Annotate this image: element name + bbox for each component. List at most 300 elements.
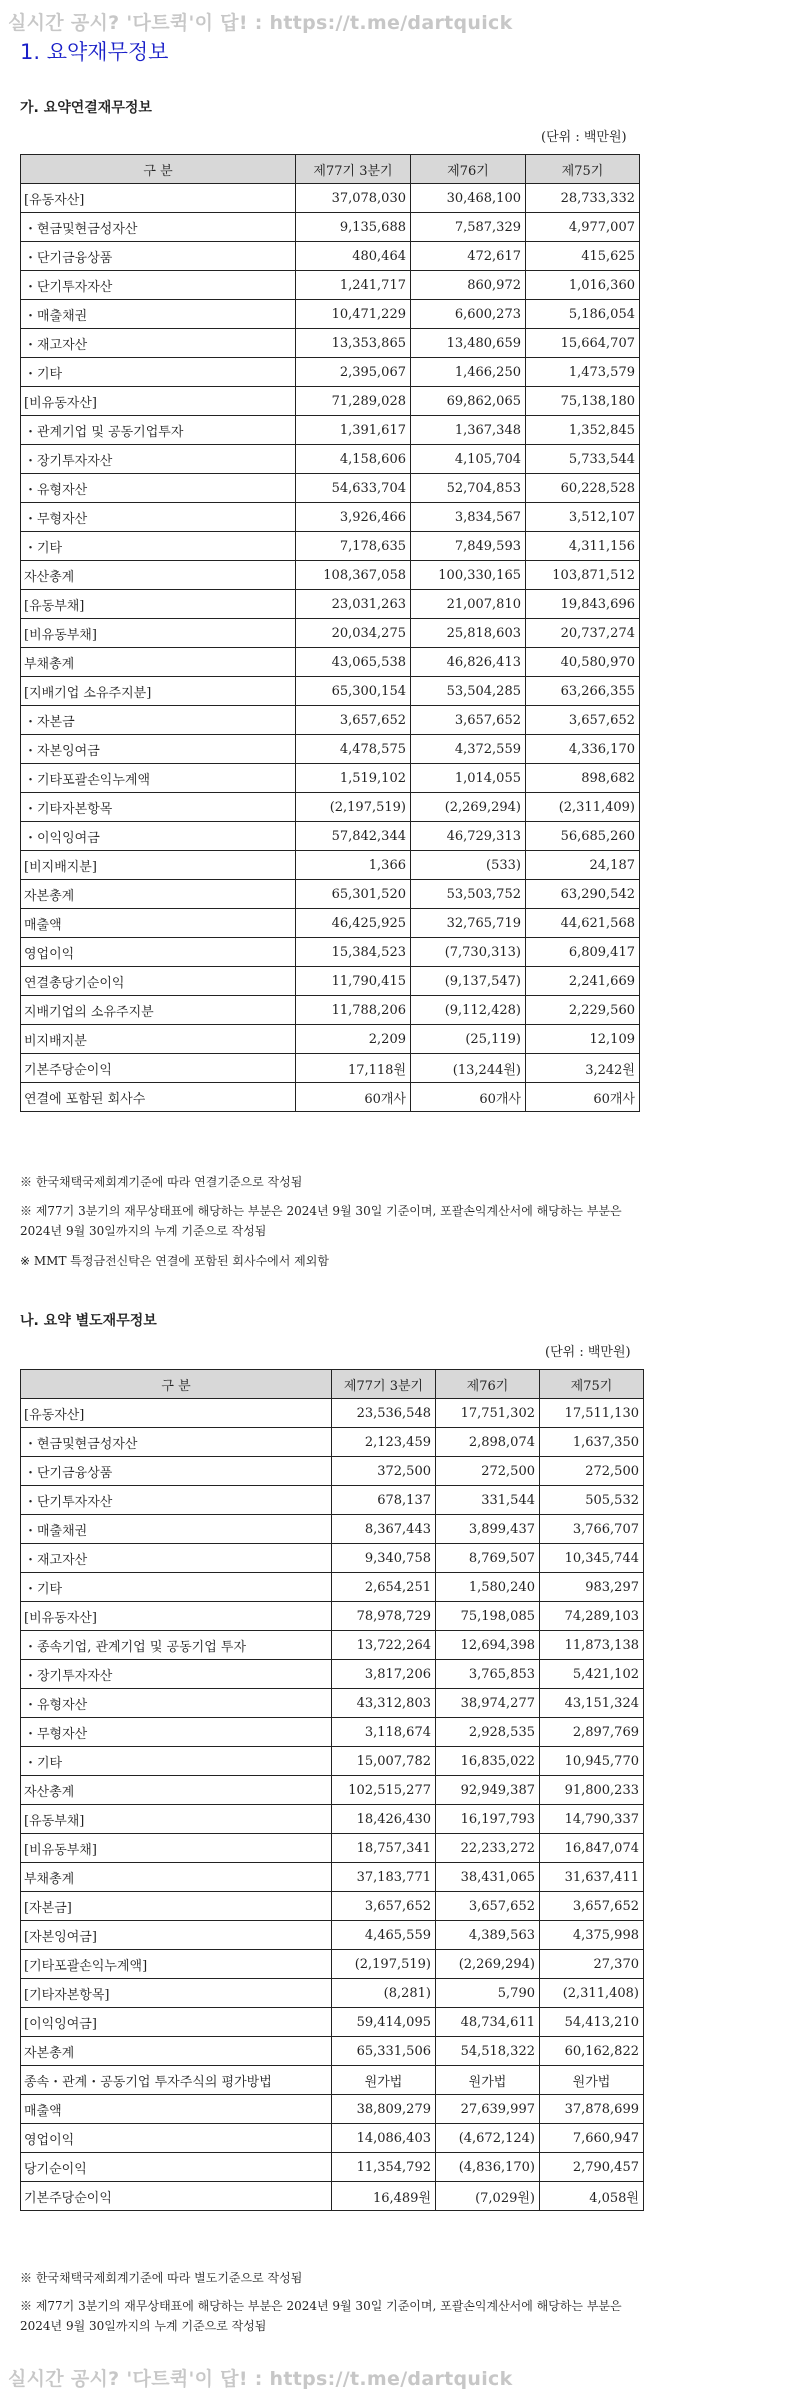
row-label: 부채총계: [21, 1863, 332, 1892]
cell-value: (13,244원): [411, 1054, 526, 1083]
row-label: ・매출채권: [21, 300, 296, 329]
cell-value: 10,945,770: [540, 1747, 644, 1776]
cell-value: 480,464: [296, 242, 411, 271]
cell-value: 3,657,652: [296, 706, 411, 735]
cell-value: 30,468,100: [411, 184, 526, 213]
cell-value: 4,465,559: [332, 1921, 436, 1950]
table-row: [21, 1660, 644, 1689]
row-label: [기타포괄손익누계액]: [21, 1950, 332, 1979]
row-label: [비유동부채]: [21, 619, 296, 648]
cell-value: 102,515,277: [332, 1776, 436, 1805]
row-label: ・단기투자자산: [21, 1486, 332, 1515]
cell-value: 3,118,674: [332, 1718, 436, 1747]
row-label: [자본잉여금]: [21, 1921, 332, 1950]
cell-value: 60,228,528: [526, 474, 640, 503]
row-label: ・기타포괄손익누계액: [21, 764, 296, 793]
cell-value: 1,473,579: [526, 358, 640, 387]
cell-value: 11,354,792: [332, 2153, 436, 2182]
table-row: [21, 1921, 644, 1950]
table-row: [21, 619, 640, 648]
row-label: 자본총계: [21, 2037, 332, 2066]
cell-value: (533): [411, 851, 526, 880]
cell-value: 3,657,652: [540, 1892, 644, 1921]
table-row: [21, 1573, 644, 1602]
cell-value: 원가법: [332, 2066, 436, 2095]
cell-value: 38,431,065: [436, 1863, 540, 1892]
cell-value: 54,413,210: [540, 2008, 644, 2037]
cell-value: 13,480,659: [411, 329, 526, 358]
table-row: [21, 1950, 644, 1979]
cell-value: 505,532: [540, 1486, 644, 1515]
table-row: [21, 271, 640, 300]
table-row: [21, 735, 640, 764]
cell-value: 12,694,398: [436, 1631, 540, 1660]
row-label: ・단기금융상품: [21, 242, 296, 271]
row-label: 지배기업의 소유주지분: [21, 996, 296, 1025]
row-label: 비지배지분: [21, 1025, 296, 1054]
cell-value: 15,664,707: [526, 329, 640, 358]
cell-value: 3,817,206: [332, 1660, 436, 1689]
cell-value: 14,086,403: [332, 2124, 436, 2153]
cell-value: 60개사: [296, 1083, 411, 1112]
row-label: ・종속기업, 관계기업 및 공동기업 투자: [21, 1631, 332, 1660]
cell-value: 1,519,102: [296, 764, 411, 793]
cell-value: 46,826,413: [411, 648, 526, 677]
table-row: [21, 329, 640, 358]
table-row: [21, 2124, 644, 2153]
row-label: ・무형자산: [21, 503, 296, 532]
table-row: [21, 2066, 644, 2095]
cell-value: (2,269,294): [436, 1950, 540, 1979]
row-label: 종속・관계・공동기업 투자주식의 평가방법: [21, 2066, 332, 2095]
cell-value: 2,928,535: [436, 1718, 540, 1747]
row-label: ・기타: [21, 1747, 332, 1776]
table-row: [21, 184, 640, 213]
row-label: ・유형자산: [21, 1689, 332, 1718]
cell-value: 1,241,717: [296, 271, 411, 300]
cell-value: 3,765,853: [436, 1660, 540, 1689]
table-row: [21, 1747, 644, 1776]
cell-value: 860,972: [411, 271, 526, 300]
cell-value: 13,722,264: [332, 1631, 436, 1660]
table-row: [21, 967, 640, 996]
column-header: 제76기: [436, 1370, 540, 1399]
table-row: [21, 416, 640, 445]
row-label: ・현금및현금성자산: [21, 213, 296, 242]
cell-value: 272,500: [436, 1457, 540, 1486]
cell-value: 100,330,165: [411, 561, 526, 590]
cell-value: 18,426,430: [332, 1805, 436, 1834]
table-row: [21, 822, 640, 851]
cell-value: 74,289,103: [540, 1602, 644, 1631]
cell-value: 52,704,853: [411, 474, 526, 503]
cell-value: 3,657,652: [332, 1892, 436, 1921]
row-label: [비지배지분]: [21, 851, 296, 880]
cell-value: 56,685,260: [526, 822, 640, 851]
separate-unit: (단위 : 백만원): [545, 1345, 631, 1360]
row-label: 부채총계: [21, 648, 296, 677]
cell-value: (8,281): [332, 1979, 436, 2008]
table-row: [21, 1602, 644, 1631]
cell-value: 1,366: [296, 851, 411, 880]
table-row: [21, 1805, 644, 1834]
cell-value: 12,109: [526, 1025, 640, 1054]
cell-value: 25,818,603: [411, 619, 526, 648]
cell-value: 27,639,997: [436, 2095, 540, 2124]
row-label: 자본총계: [21, 880, 296, 909]
row-label: [유동부채]: [21, 1805, 332, 1834]
cell-value: 3,834,567: [411, 503, 526, 532]
cell-value: 16,489원: [332, 2182, 436, 2211]
cell-value: 2,898,074: [436, 1428, 540, 1457]
row-label: 영업이익: [21, 2124, 332, 2153]
cell-value: 71,289,028: [296, 387, 411, 416]
row-label: 영업이익: [21, 938, 296, 967]
consolidated-note-3: ※ MMT 특정금전신탁은 연결에 포함된 회사수에서 제외함: [20, 1254, 329, 1268]
cell-value: 4,105,704: [411, 445, 526, 474]
table-row: [21, 851, 640, 880]
table-row: [21, 1457, 644, 1486]
separate-table: [20, 1369, 644, 2211]
cell-value: 7,178,635: [296, 532, 411, 561]
consolidated-section-title: 가. 요약연결재무정보: [20, 100, 152, 116]
cell-value: 44,621,568: [526, 909, 640, 938]
row-label: 자산총계: [21, 1776, 332, 1805]
cell-value: 1,466,250: [411, 358, 526, 387]
cell-value: 5,421,102: [540, 1660, 644, 1689]
cell-value: 11,873,138: [540, 1631, 644, 1660]
table-row: [21, 590, 640, 619]
cell-value: 16,835,022: [436, 1747, 540, 1776]
table-row: [21, 300, 640, 329]
row-label: ・매출채권: [21, 1515, 332, 1544]
table-row: [21, 938, 640, 967]
row-label: ・이익잉여금: [21, 822, 296, 851]
cell-value: 14,790,337: [540, 1805, 644, 1834]
row-label: ・재고자산: [21, 1544, 332, 1573]
table-row: [21, 1892, 644, 1921]
cell-value: 28,733,332: [526, 184, 640, 213]
cell-value: 16,847,074: [540, 1834, 644, 1863]
row-label: ・관계기업 및 공동기업투자: [21, 416, 296, 445]
cell-value: 37,183,771: [332, 1863, 436, 1892]
table-row: [21, 648, 640, 677]
cell-value: 3,657,652: [436, 1892, 540, 1921]
cell-value: 3,899,437: [436, 1515, 540, 1544]
cell-value: 898,682: [526, 764, 640, 793]
table-row: [21, 2008, 644, 2037]
table-row: [21, 561, 640, 590]
cell-value: 4,311,156: [526, 532, 640, 561]
row-label: ・자본금: [21, 706, 296, 735]
cell-value: 4,372,559: [411, 735, 526, 764]
table-row: [21, 2095, 644, 2124]
table-row: [21, 1979, 644, 2008]
cell-value: 54,633,704: [296, 474, 411, 503]
cell-value: 2,654,251: [332, 1573, 436, 1602]
cell-value: 43,065,538: [296, 648, 411, 677]
row-label: [비유동자산]: [21, 387, 296, 416]
cell-value: 2,123,459: [332, 1428, 436, 1457]
consolidated-table: [20, 154, 640, 1112]
table-row: [21, 1689, 644, 1718]
cell-value: 23,031,263: [296, 590, 411, 619]
cell-value: 38,809,279: [332, 2095, 436, 2124]
cell-value: 20,034,275: [296, 619, 411, 648]
cell-value: 7,587,329: [411, 213, 526, 242]
table-row: [21, 1631, 644, 1660]
cell-value: 4,478,575: [296, 735, 411, 764]
table-row: [21, 2182, 644, 2211]
row-label: [비유동부채]: [21, 1834, 332, 1863]
cell-value: 37,078,030: [296, 184, 411, 213]
table-header-row: [21, 1370, 644, 1399]
cell-value: 60,162,822: [540, 2037, 644, 2066]
cell-value: 1,352,845: [526, 416, 640, 445]
cell-value: 5,186,054: [526, 300, 640, 329]
cell-value: 57,842,344: [296, 822, 411, 851]
cell-value: 원가법: [436, 2066, 540, 2095]
cell-value: 92,949,387: [436, 1776, 540, 1805]
table-row: [21, 1515, 644, 1544]
row-label: [지배기업 소유주지분]: [21, 677, 296, 706]
cell-value: 1,367,348: [411, 416, 526, 445]
table-row: [21, 358, 640, 387]
row-label: 매출액: [21, 909, 296, 938]
cell-value: 17,511,130: [540, 1399, 644, 1428]
table-row: [21, 1544, 644, 1573]
cell-value: (2,197,519): [332, 1950, 436, 1979]
cell-value: (25,119): [411, 1025, 526, 1054]
cell-value: 21,007,810: [411, 590, 526, 619]
cell-value: 3,657,652: [411, 706, 526, 735]
cell-value: 원가법: [540, 2066, 644, 2095]
row-label: ・기타자본항목: [21, 793, 296, 822]
banner-bottom: 실시간 공시? '다트퀵'이 답! : https://t.me/dartquick: [8, 2368, 513, 2390]
cell-value: (4,836,170): [436, 2153, 540, 2182]
cell-value: 63,266,355: [526, 677, 640, 706]
cell-value: 472,617: [411, 242, 526, 271]
banner-top: 실시간 공시? '다트퀵'이 답! : https://t.me/dartquick: [8, 12, 513, 34]
row-label: [비유동자산]: [21, 1602, 332, 1631]
page-title: 1. 요약재무정보: [20, 40, 169, 64]
table-row: [21, 503, 640, 532]
table-header-row: [21, 155, 640, 184]
cell-value: 103,871,512: [526, 561, 640, 590]
cell-value: 32,765,719: [411, 909, 526, 938]
cell-value: 69,862,065: [411, 387, 526, 416]
table-row: [21, 474, 640, 503]
row-label: 기본주당순이익: [21, 2182, 332, 2211]
cell-value: 2,229,560: [526, 996, 640, 1025]
cell-value: 3,512,107: [526, 503, 640, 532]
cell-value: 40,580,970: [526, 648, 640, 677]
row-label: 기본주당순이익: [21, 1054, 296, 1083]
cell-value: 10,345,744: [540, 1544, 644, 1573]
cell-value: 1,637,350: [540, 1428, 644, 1457]
column-header: 구 분: [21, 1370, 332, 1399]
cell-value: 3,766,707: [540, 1515, 644, 1544]
cell-value: 75,198,085: [436, 1602, 540, 1631]
cell-value: (9,137,547): [411, 967, 526, 996]
cell-value: 43,312,803: [332, 1689, 436, 1718]
consolidated-note-1: ※ 한국채택국제회계기준에 따라 연결기준으로 작성됨: [20, 1175, 303, 1189]
cell-value: 15,007,782: [332, 1747, 436, 1776]
row-label: ・기타: [21, 532, 296, 561]
cell-value: 4,158,606: [296, 445, 411, 474]
row-label: ・기타: [21, 358, 296, 387]
table-row: [21, 387, 640, 416]
row-label: [유동부채]: [21, 590, 296, 619]
cell-value: (4,672,124): [436, 2124, 540, 2153]
table-row: [21, 1025, 640, 1054]
row-label: [유동자산]: [21, 184, 296, 213]
column-header: 구 분: [21, 155, 296, 184]
row-label: ・장기투자자산: [21, 445, 296, 474]
cell-value: 5,790: [436, 1979, 540, 2008]
cell-value: 7,849,593: [411, 532, 526, 561]
cell-value: 6,600,273: [411, 300, 526, 329]
row-label: 연결총당기순이익: [21, 967, 296, 996]
cell-value: 22,233,272: [436, 1834, 540, 1863]
cell-value: 48,734,611: [436, 2008, 540, 2037]
cell-value: (7,029원): [436, 2182, 540, 2211]
cell-value: 20,737,274: [526, 619, 640, 648]
cell-value: (2,311,409): [526, 793, 640, 822]
cell-value: 46,729,313: [411, 822, 526, 851]
row-label: 당기순이익: [21, 2153, 332, 2182]
cell-value: 2,790,457: [540, 2153, 644, 2182]
cell-value: 4,977,007: [526, 213, 640, 242]
cell-value: 63,290,542: [526, 880, 640, 909]
cell-value: 9,340,758: [332, 1544, 436, 1573]
table-row: [21, 445, 640, 474]
cell-value: 27,370: [540, 1950, 644, 1979]
cell-value: 78,978,729: [332, 1602, 436, 1631]
cell-value: 17,751,302: [436, 1399, 540, 1428]
row-label: [자본금]: [21, 1892, 332, 1921]
cell-value: 24,187: [526, 851, 640, 880]
cell-value: 2,241,669: [526, 967, 640, 996]
cell-value: 678,137: [332, 1486, 436, 1515]
cell-value: 13,353,865: [296, 329, 411, 358]
cell-value: 53,504,285: [411, 677, 526, 706]
cell-value: 31,637,411: [540, 1863, 644, 1892]
consolidated-note-2: ※ 제77기 3분기의 재무상태표에 해당하는 부분은 2024년 9월 30일 기준이며, 포괄손익계산서에 해당하는 부분은 2024년 9월 30일까지의 누계 기준으로 작성됨: [20, 1204, 622, 1238]
cell-value: 43,151,324: [540, 1689, 644, 1718]
row-label: ・자본잉여금: [21, 735, 296, 764]
cell-value: 6,809,417: [526, 938, 640, 967]
row-label: ・유형자산: [21, 474, 296, 503]
row-label: 자산총계: [21, 561, 296, 590]
cell-value: 11,790,415: [296, 967, 411, 996]
cell-value: 2,897,769: [540, 1718, 644, 1747]
cell-value: 91,800,233: [540, 1776, 644, 1805]
cell-value: 272,500: [540, 1457, 644, 1486]
table-row: [21, 1083, 640, 1112]
table-row: [21, 706, 640, 735]
cell-value: 60개사: [526, 1083, 640, 1112]
cell-value: 2,209: [296, 1025, 411, 1054]
table-row: [21, 1054, 640, 1083]
cell-value: 1,014,055: [411, 764, 526, 793]
table-row: [21, 1834, 644, 1863]
cell-value: 7,660,947: [540, 2124, 644, 2153]
cell-value: 15,384,523: [296, 938, 411, 967]
table-row: [21, 242, 640, 271]
row-label: ・현금및현금성자산: [21, 1428, 332, 1457]
cell-value: 8,769,507: [436, 1544, 540, 1573]
table-row: [21, 2153, 644, 2182]
cell-value: 54,518,322: [436, 2037, 540, 2066]
cell-value: 17,118원: [296, 1054, 411, 1083]
column-header: 제75기: [540, 1370, 644, 1399]
table-row: [21, 677, 640, 706]
table-row: [21, 2037, 644, 2066]
table-row: [21, 532, 640, 561]
column-header: 제76기: [411, 155, 526, 184]
table-row: [21, 1428, 644, 1457]
cell-value: 2,395,067: [296, 358, 411, 387]
table-row: [21, 880, 640, 909]
cell-value: 46,425,925: [296, 909, 411, 938]
cell-value: 5,733,544: [526, 445, 640, 474]
cell-value: (2,197,519): [296, 793, 411, 822]
column-header: 제75기: [526, 155, 640, 184]
separate-section-title: 나. 요약 별도재무정보: [20, 1313, 157, 1329]
cell-value: 65,301,520: [296, 880, 411, 909]
row-label: ・단기금융상품: [21, 1457, 332, 1486]
cell-value: 372,500: [332, 1457, 436, 1486]
cell-value: 37,878,699: [540, 2095, 644, 2124]
table-row: [21, 213, 640, 242]
row-label: ・기타: [21, 1573, 332, 1602]
cell-value: 1,391,617: [296, 416, 411, 445]
cell-value: 60개사: [411, 1083, 526, 1112]
cell-value: 3,926,466: [296, 503, 411, 532]
table-row: [21, 793, 640, 822]
cell-value: 331,544: [436, 1486, 540, 1515]
column-header: 제77기 3분기: [332, 1370, 436, 1399]
row-label: ・장기투자자산: [21, 1660, 332, 1689]
cell-value: 9,135,688: [296, 213, 411, 242]
table-row: [21, 1718, 644, 1747]
cell-value: 983,297: [540, 1573, 644, 1602]
cell-value: 59,414,095: [332, 2008, 436, 2037]
table-row: [21, 1776, 644, 1805]
column-header: 제77기 3분기: [296, 155, 411, 184]
separate-note-1: ※ 한국채택국제회계기준에 따라 별도기준으로 작성됨: [20, 2271, 303, 2285]
cell-value: (2,311,408): [540, 1979, 644, 2008]
cell-value: 18,757,341: [332, 1834, 436, 1863]
table-row: [21, 764, 640, 793]
table-row: [21, 1399, 644, 1428]
separate-note-2: ※ 제77기 3분기의 재무상태표에 해당하는 부분은 2024년 9월 30일 기준이며, 포괄손익계산서에 해당하는 부분은 2024년 9월 30일까지의 누계 기준으로 작성됨: [20, 2299, 622, 2333]
table-row: [21, 996, 640, 1025]
cell-value: 4,058원: [540, 2182, 644, 2211]
cell-value: 4,389,563: [436, 1921, 540, 1950]
row-label: [기타자본항목]: [21, 1979, 332, 2008]
row-label: ・재고자산: [21, 329, 296, 358]
cell-value: 11,788,206: [296, 996, 411, 1025]
cell-value: 108,367,058: [296, 561, 411, 590]
row-label: 연결에 포함된 회사수: [21, 1083, 296, 1112]
cell-value: 1,580,240: [436, 1573, 540, 1602]
cell-value: 16,197,793: [436, 1805, 540, 1834]
cell-value: 10,471,229: [296, 300, 411, 329]
cell-value: 75,138,180: [526, 387, 640, 416]
cell-value: 19,843,696: [526, 590, 640, 619]
